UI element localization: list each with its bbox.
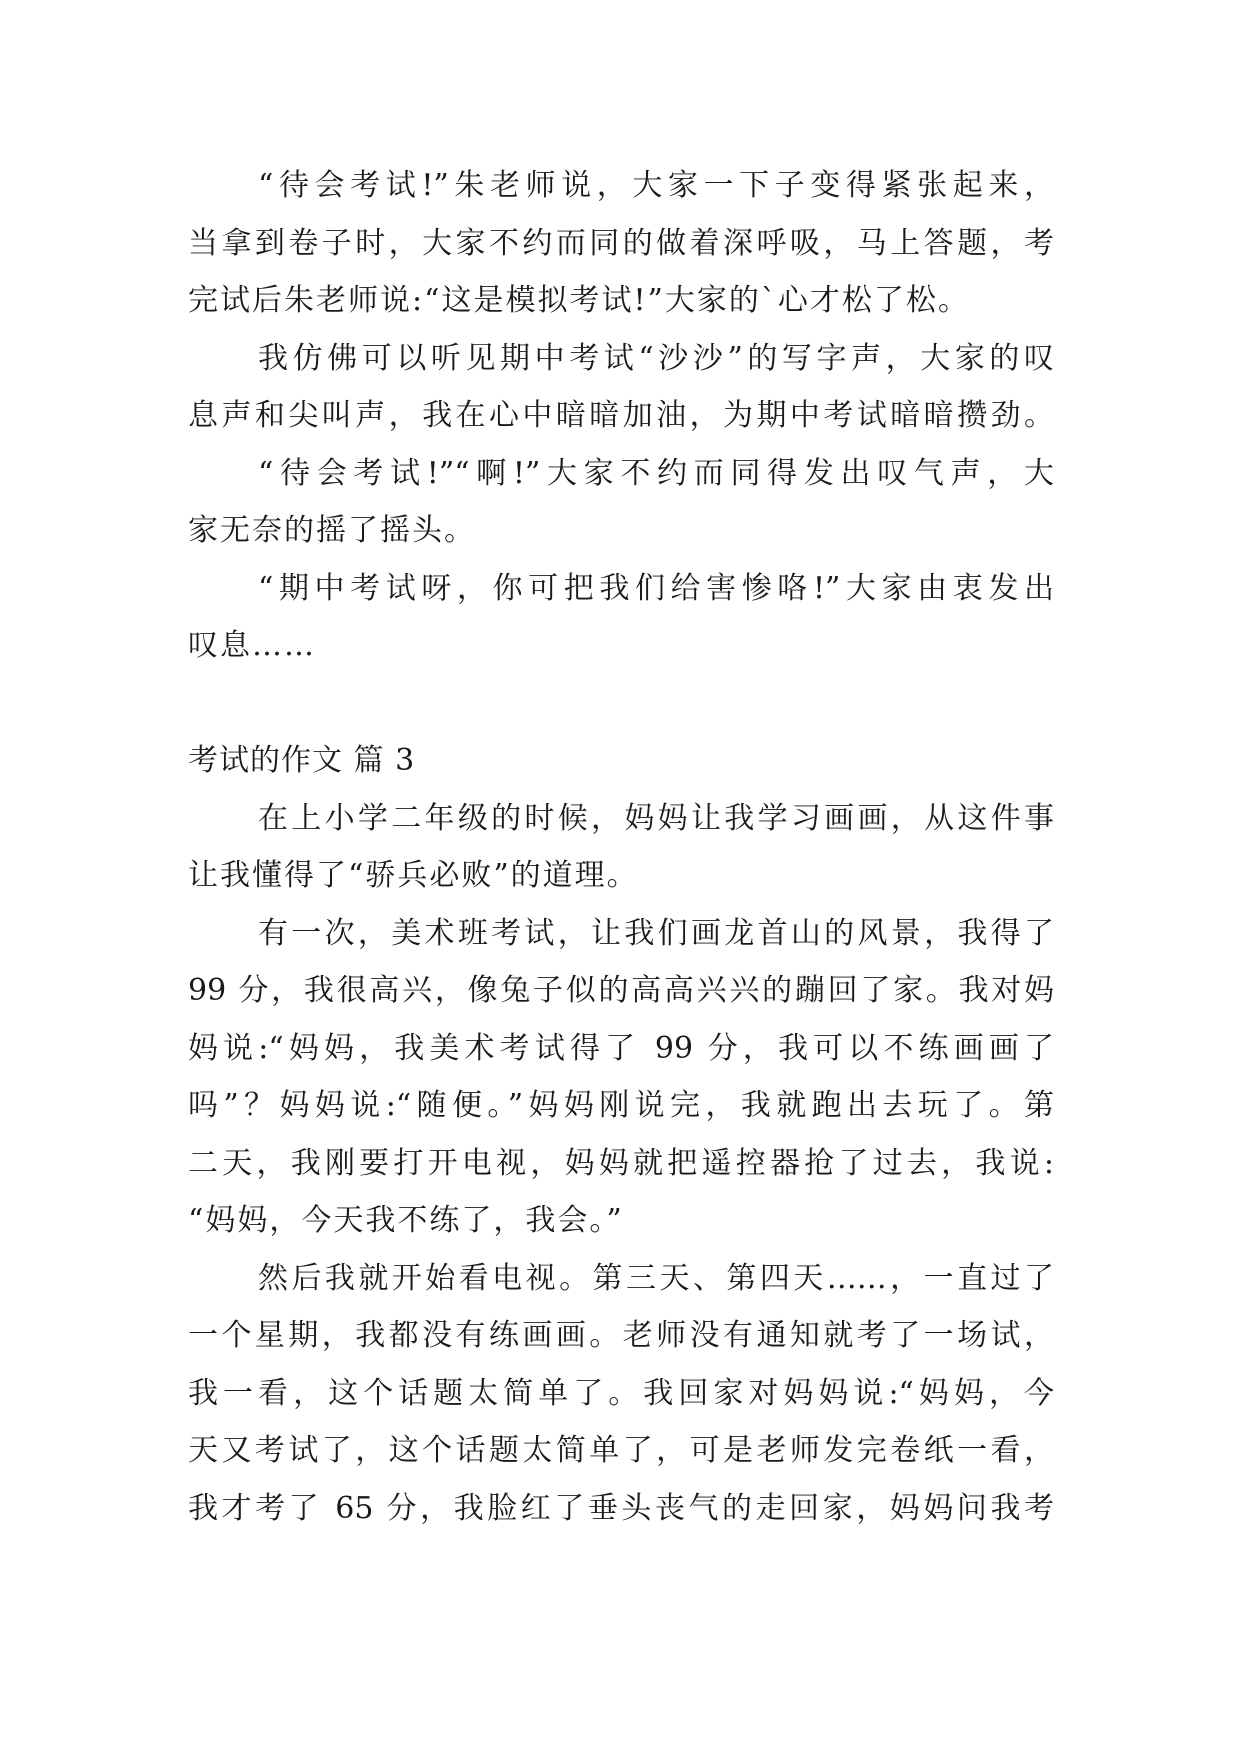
- paragraph-line: 有一次，美术班考试，让我们画龙首山的风景，我得了: [258, 916, 1054, 951]
- paragraph-line: 我才考了 65 分，我脸红了垂头丧气的走回家，妈妈问我考: [188, 1491, 1054, 1526]
- paragraph-line: 然后我就开始看电视。第三天、第四天……，一直过了: [258, 1261, 1054, 1296]
- paragraph-line: “妈妈，今天我不练了，我会。”: [188, 1203, 624, 1238]
- paragraph-line: “期中考试呀，你可把我们给害惨咯!”大家由衷发出: [258, 571, 1054, 606]
- paragraph-line: 99 分，我很高兴，像兔子似的高高兴兴的蹦回了家。我对妈: [188, 973, 1054, 1008]
- paragraph-line: 当拿到卷子时，大家不约而同的做着深呼吸，马上答题，考: [188, 226, 1054, 261]
- paragraph-line: 家无奈的摇了摇头。: [188, 513, 476, 548]
- paragraph-line: 妈说:“妈妈，我美术考试得了 99 分，我可以不练画画了: [188, 1031, 1054, 1066]
- paragraph-line: 我仿佛可以听见期中考试“沙沙”的写字声，大家的叹: [258, 341, 1054, 376]
- paragraph-line: 一个星期，我都没有练画画。老师没有通知就考了一场试，: [188, 1318, 1054, 1353]
- paragraph-line: “待会考试!”朱老师说，大家一下子变得紧张起来，: [258, 168, 1054, 203]
- paragraph-line: 二天，我刚要打开电视，妈妈就把遥控器抢了过去，我说:: [188, 1146, 1054, 1181]
- paragraph-line: 让我懂得了“骄兵必败”的道理。: [188, 858, 639, 893]
- section-heading: 考试的作文 篇 3: [188, 743, 416, 778]
- paragraph-line: 叹息……: [188, 628, 316, 663]
- paragraph-line: “待会考试!”“啊!”大家不约而同得发出叹气声，大: [258, 456, 1054, 491]
- paragraph-line: 我一看，这个话题太简单了。我回家对妈妈说:“妈妈，今: [188, 1376, 1054, 1411]
- paragraph-line: 吗”？妈妈说:“随便。”妈妈刚说完，我就跑出去玩了。第: [188, 1088, 1054, 1123]
- paragraph-line: 天又考试了，这个话题太简单了，可是老师发完卷纸一看，: [188, 1433, 1054, 1468]
- paragraph-line: 在上小学二年级的时候，妈妈让我学习画画，从这件事: [258, 801, 1054, 836]
- paragraph-line: 完试后朱老师说:“这是模拟考试!”大家的`心才松了松。: [188, 283, 970, 318]
- paragraph-line: 息声和尖叫声，我在心中暗暗加油，为期中考试暗暗攒劲。: [188, 398, 1054, 433]
